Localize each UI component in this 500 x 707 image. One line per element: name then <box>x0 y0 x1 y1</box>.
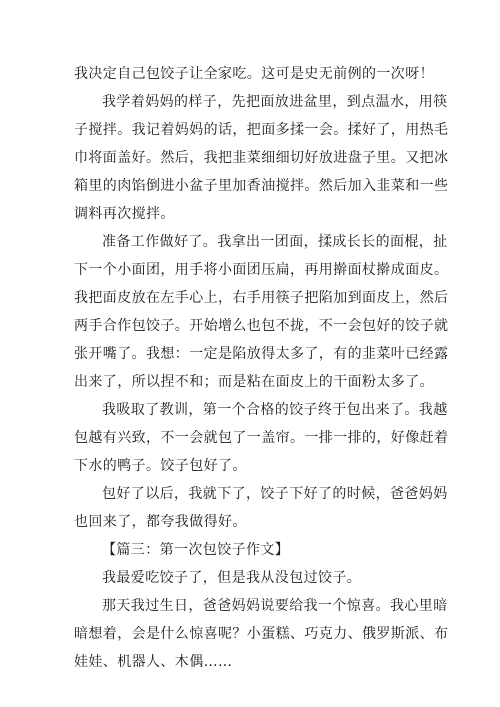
paragraph-first-line: 准备工作做好了。我拿出一团面，揉成长长的面棍，扯 <box>102 234 448 250</box>
text-line: 两手合作包饺子。开始增么也包不拢，不一会包好的饺子就 <box>74 318 449 334</box>
text-line: 我决定自己包饺子让全家吃。这可是史无前例的一次呀！ <box>74 66 434 82</box>
paragraph-first-line: 我最爱吃饺子了，但是我从没包过饺子。 <box>102 570 362 586</box>
paragraph-first-line: 那天我过生日，爸爸妈妈说要给我一个惊喜。我心里暗 <box>102 598 448 614</box>
text-line: 子搅拌。我记着妈妈的话，把面多揉一会。揉好了，用热毛 <box>74 122 449 138</box>
text-line: 下水的鸭子。饺子包好了。 <box>74 458 247 474</box>
section-heading: 【篇三：第一次包饺子作文】 <box>102 542 290 558</box>
text-line: 巾将面盖好。然后，我把韭菜细细切好放进盘子里。又把冰 <box>74 150 449 166</box>
text-line: 调料再次搅拌。 <box>74 206 175 222</box>
text-line: 包越有兴致，不一会就包了一盖帘。一排一排的，好像赶着 <box>74 430 449 446</box>
text-line: 我把面皮放在左手心上，右手用筷子把陷加到面皮上，然后 <box>74 290 449 306</box>
text-line: 暗想着，会是什么惊喜呢？小蛋糕、巧克力、俄罗斯派、布 <box>74 626 449 642</box>
paragraph-first-line: 我学着妈妈的样子，先把面放进盆里，到点温水，用筷 <box>102 94 448 110</box>
paragraph-first-line: 包好了以后，我就下了，饺子下好了的时候，爸爸妈妈 <box>102 486 448 502</box>
paragraph-first-line: 我吸取了教训，第一个合格的饺子终于包出来了。我越 <box>102 402 448 418</box>
text-line: 出来了，所以捏不和；而是粘在面皮上的干面粉太多了。 <box>74 374 434 390</box>
text-line: 箱里的肉馅倒进小盆子里加香油搅拌。然后加入韭菜和一些 <box>74 178 449 194</box>
text-line: 娃娃、机器人、木偶…… <box>74 654 233 670</box>
text-line: 张开嘴了。我想：一定是陷放得太多了，有的韭菜叶已经露 <box>74 346 449 362</box>
text-line: 也回来了，都夸我做得好。 <box>74 514 247 530</box>
text-line: 下一个小面团，用手将小面团压扁，再用擀面杖擀成面皮。 <box>74 262 449 278</box>
